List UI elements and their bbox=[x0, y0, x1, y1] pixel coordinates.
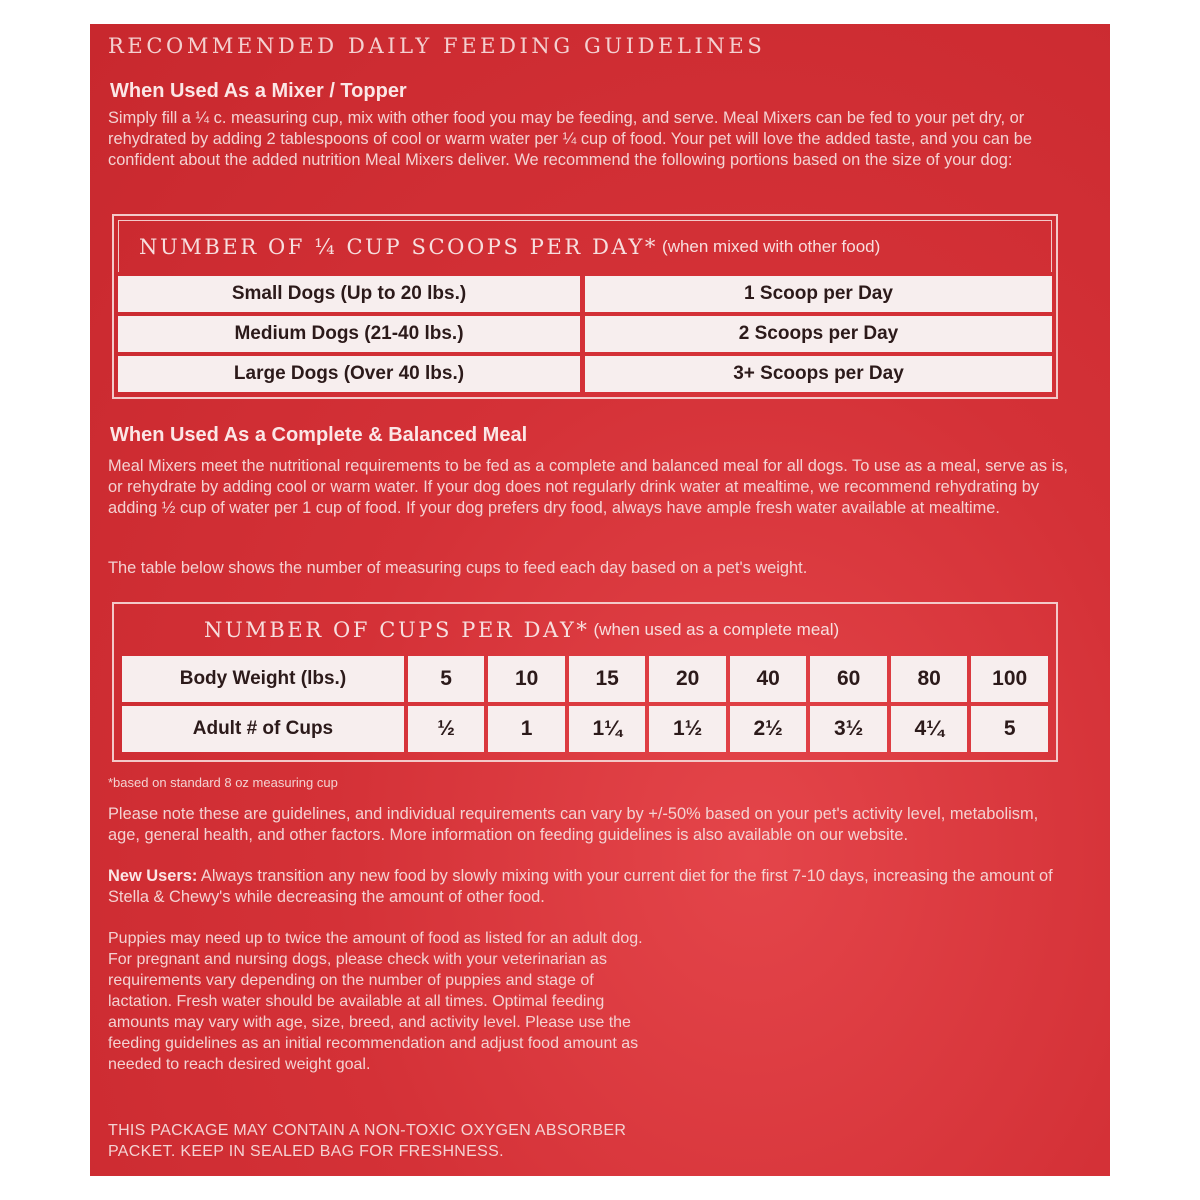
cups-cell: 1¼ bbox=[569, 706, 646, 752]
table-row bbox=[122, 706, 1048, 752]
new-users-text: Always transition any new food by slowly mixing with your current diet for the first 7-10 days, increasing the amount of Stella & Chewy's while decreasing the amount of other food. bbox=[108, 867, 1053, 906]
table-row bbox=[118, 356, 1052, 392]
dog-size-cell: Medium Dogs (21-40 lbs.) bbox=[118, 316, 585, 352]
scoop-amount-cell: 3+ Scoops per Day bbox=[585, 356, 1052, 392]
weight-cell: 80 bbox=[891, 656, 968, 702]
weight-cell: 100 bbox=[971, 656, 1048, 702]
new-users-label: New Users: bbox=[108, 867, 198, 885]
scoops-table-title: NUMBER OF ¼ CUP SCOOPS PER DAY* bbox=[139, 234, 659, 259]
cups-table-header bbox=[118, 608, 1052, 652]
cups-cell: 2½ bbox=[730, 706, 807, 752]
table-row bbox=[122, 656, 1048, 702]
scoops-table bbox=[112, 214, 1058, 399]
cups-cell: 3½ bbox=[810, 706, 887, 752]
cups-cell: 1 bbox=[488, 706, 565, 752]
cups-cell: 1½ bbox=[649, 706, 726, 752]
oxygen-absorber-warning: THIS PACKAGE MAY CONTAIN A NON-TOXIC OXYGEN ABSORBER PACKET. KEEP IN SEALED BAG FOR FRESHNESS. bbox=[108, 1122, 627, 1160]
cups-cell: ½ bbox=[408, 706, 485, 752]
scoops-table-header bbox=[118, 220, 1052, 272]
mixer-subhead: When Used As a Mixer / Topper bbox=[110, 80, 407, 102]
weight-cell: 40 bbox=[730, 656, 807, 702]
table-row bbox=[118, 316, 1052, 352]
table-intro: The table below shows the number of measuring cups to feed each day based on a pet's weight. bbox=[108, 559, 808, 577]
guidelines-note: Please note these are guidelines, and individual requirements can vary by +/-50% based on your pet's activity level, metabolism, age, general health, and other factors. More information on feeding guidelines is also available on our website. bbox=[108, 805, 1039, 844]
scoops-table-note: (when mixed with other food) bbox=[662, 236, 881, 256]
table-row bbox=[118, 276, 1052, 312]
weight-cell: 5 bbox=[408, 656, 485, 702]
adult-cups-label: Adult # of Cups bbox=[122, 706, 404, 752]
weight-cell: 20 bbox=[649, 656, 726, 702]
cups-table-note: (when used as a complete meal) bbox=[593, 620, 840, 639]
cups-table-title: NUMBER OF CUPS PER DAY* bbox=[204, 618, 590, 642]
mixer-paragraph: Simply fill a ¼ c. measuring cup, mix with other food you may be feeding, and serve. Meal Mixers can be fed to your pet dry, or rehydrated by adding 2 tablespoons of cool or warm water per ¼ cup of food. Your pet will love the added taste, and you can be confident about the added nutrition Meal Mixers deliver. We recommend the following portions based on the size of your dog: bbox=[108, 109, 1032, 169]
cups-grid bbox=[118, 652, 1052, 756]
meal-subhead: When Used As a Complete & Balanced Meal bbox=[110, 424, 528, 446]
body-weight-label: Body Weight (lbs.) bbox=[122, 656, 404, 702]
scoops-grid bbox=[118, 272, 1052, 396]
cups-cell: 4¼ bbox=[891, 706, 968, 752]
cups-table bbox=[112, 602, 1058, 762]
new-users-note bbox=[108, 866, 1068, 908]
package-back-panel bbox=[90, 24, 1110, 1176]
puppies-note: Puppies may need up to twice the amount of food as listed for an adult dog. For pregnant and nursing dogs, please check with your veterinarian as requirements vary depending on the number of puppies and stage of lactation. Fresh water should be available at all times. Optimal feeding amounts may vary with age, size, breed, and activity level. Please use the feeding guidelines as an initial recommendation and adjust food amount as needed to reach desired weight goal. bbox=[108, 930, 643, 1073]
weight-cell: 10 bbox=[488, 656, 565, 702]
guidelines-heading: RECOMMENDED DAILY FEEDING GUIDELINES bbox=[108, 34, 766, 58]
meal-paragraph: Meal Mixers meet the nutritional requirements to be fed as a complete and balanced meal for all dogs. To use as a meal, serve as is, or rehydrate by adding cool or warm water. If your dog does not regularly drink water at mealtime, we recommend rehydrating by adding ½ cup of water per 1 cup of food. If your dog prefers dry food, always have ample fresh water available at mealtime. bbox=[108, 457, 1068, 517]
cups-cell: 5 bbox=[971, 706, 1048, 752]
dog-size-cell: Small Dogs (Up to 20 lbs.) bbox=[118, 276, 585, 312]
scoop-amount-cell: 1 Scoop per Day bbox=[585, 276, 1052, 312]
measuring-cup-footnote: *based on standard 8 oz measuring cup bbox=[108, 775, 338, 790]
dog-size-cell: Large Dogs (Over 40 lbs.) bbox=[118, 356, 585, 392]
weight-cell: 15 bbox=[569, 656, 646, 702]
weight-cell: 60 bbox=[810, 656, 887, 702]
scoop-amount-cell: 2 Scoops per Day bbox=[585, 316, 1052, 352]
